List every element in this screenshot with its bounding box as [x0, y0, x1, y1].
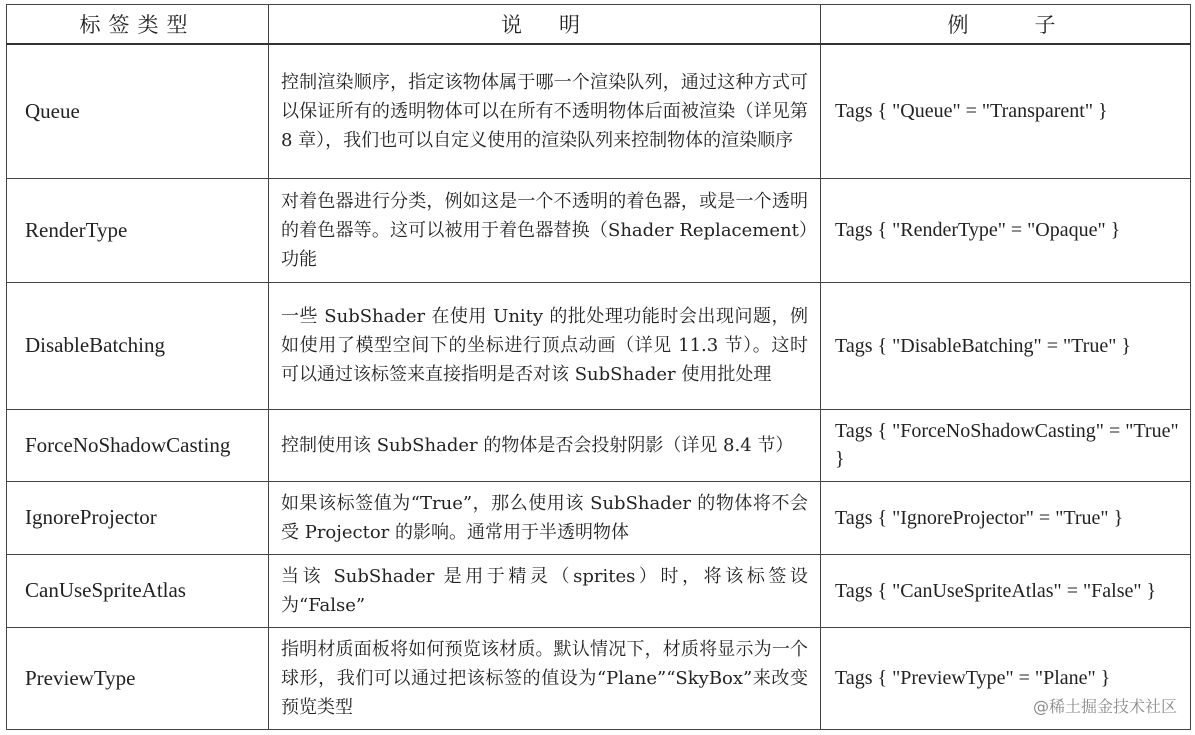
table-header-row [7, 5, 1191, 45]
example-cell: Tags { "DisableBatching" = "True" } [821, 282, 1191, 409]
table-row [7, 409, 1191, 481]
description-cell: 对着色器进行分类，例如这是一个不透明的着色器，或是一个透明的着色器等。这可以被用于着色器替换（Shader Replacement）功能 [269, 178, 821, 282]
description-cell: 当该 SubShader 是用于精灵（sprites）时，将该标签设为“False” [269, 554, 821, 627]
header-tag-type: 标签类型 [7, 5, 269, 45]
watermark-text: @稀土掘金技术社区 [1033, 694, 1177, 717]
tag-name-cell: ForceNoShadowCasting [7, 409, 269, 481]
tag-name-cell: PreviewType [7, 627, 269, 729]
example-cell: Tags { "ForceNoShadowCasting" = "True" } [821, 409, 1191, 481]
shader-tags-table [6, 4, 1191, 730]
tag-name-cell: Queue [7, 44, 269, 178]
description-cell: 如果该标签值为“True”，那么使用该 SubShader 的物体将不会受 Projector 的影响。通常用于半透明物体 [269, 481, 821, 554]
tag-name-cell: IgnoreProjector [7, 481, 269, 554]
table-row [7, 627, 1191, 729]
example-cell: Tags { "Queue" = "Transparent" } [821, 44, 1191, 178]
example-cell: Tags { "RenderType" = "Opaque" } [821, 178, 1191, 282]
tag-name-cell: CanUseSpriteAtlas [7, 554, 269, 627]
example-cell: Tags { "PreviewType" = "Plane" } [821, 627, 1191, 729]
header-example: 例 子 [821, 5, 1191, 45]
table-row [7, 178, 1191, 282]
example-cell: Tags { "IgnoreProjector" = "True" } [821, 481, 1191, 554]
description-cell: 控制使用该 SubShader 的物体是否会投射阴影（详见 8.4 节） [269, 409, 821, 481]
header-description: 说 明 [269, 5, 821, 45]
table-row [7, 282, 1191, 409]
tag-name-cell: DisableBatching [7, 282, 269, 409]
table-row [7, 554, 1191, 627]
table-row [7, 44, 1191, 178]
example-cell: Tags { "CanUseSpriteAtlas" = "False" } [821, 554, 1191, 627]
description-cell: 指明材质面板将如何预览该材质。默认情况下，材质将显示为一个球形，我们可以通过把该标签的值设为“Plane”“SkyBox”来改变预览类型 [269, 627, 821, 729]
description-cell: 控制渲染顺序，指定该物体属于哪一个渲染队列，通过这种方式可以保证所有的透明物体可以在所有不透明物体后面被渲染（详见第 8 章），我们也可以自定义使用的渲染队列来控制物体的渲染顺序 [269, 44, 821, 178]
description-cell: 一些 SubShader 在使用 Unity 的批处理功能时会出现问题，例如使用了模型空间下的坐标进行顶点动画（详见 11.3 节）。这时可以通过该标签来直接指明是否对该 SubShader 使用批处理 [269, 282, 821, 409]
table-row [7, 481, 1191, 554]
tag-name-cell: RenderType [7, 178, 269, 282]
